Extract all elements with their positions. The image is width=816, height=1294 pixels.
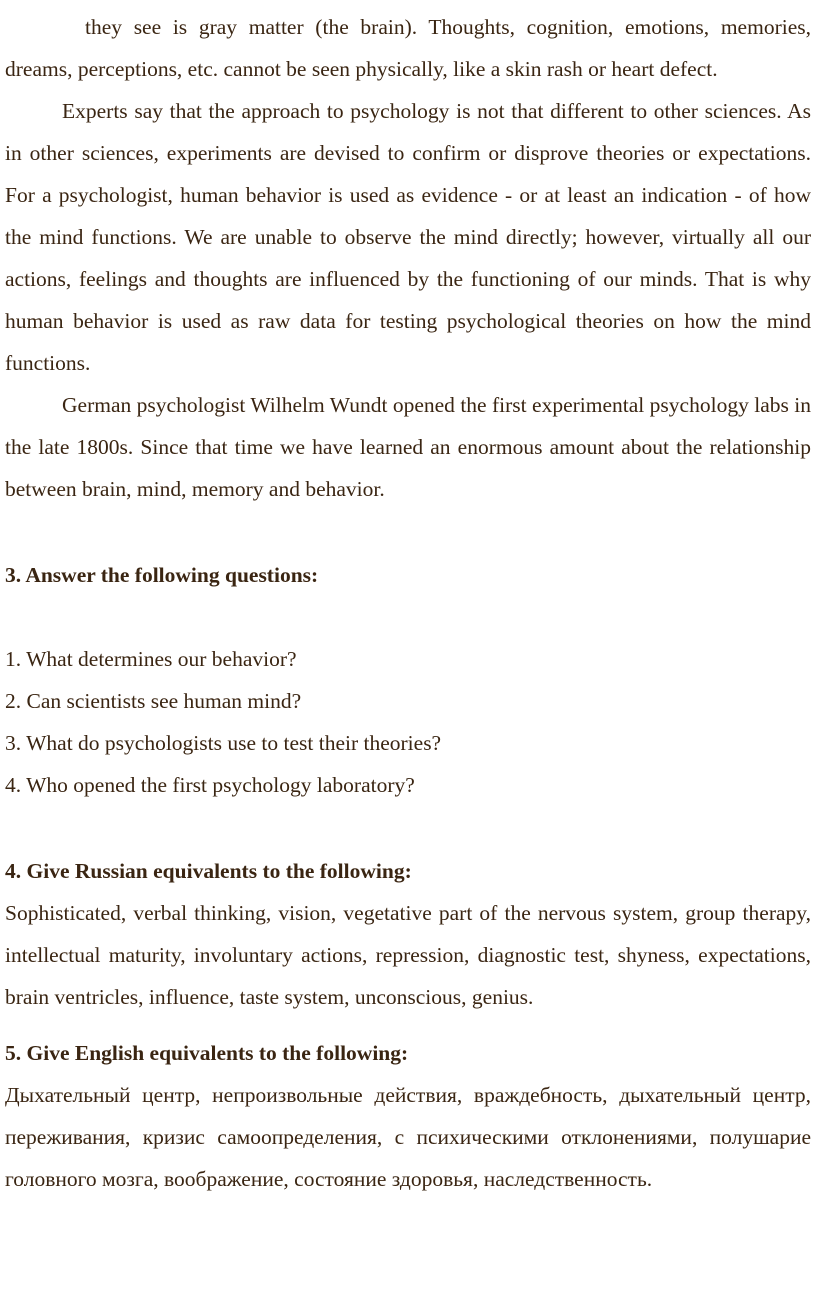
question-item-3: 3. What do psychologists use to test their theories? [5, 731, 442, 755]
question-item-4: 4. Who opened the first psychology laboratory? [5, 773, 415, 797]
question-item-1: 1. What determines our behavior? [5, 647, 297, 671]
question-item-2: 2. Can scientists see human mind? [5, 689, 302, 713]
paragraph-experts: Experts say that the approach to psychology is not that different to other sciences. As in other sciences, experiments are devised to confirm or disprove theories or expectations. For a psychologist, human behavior is used as evidence - or at least an indication - of how the mind functions. We are unable to observe the mind directly; however, virtually all our actions, feelings and thoughts are influenced by the functioning of our minds. That is why human behavior is used as raw data for testing psychological theories on how the mind functions. [5, 99, 811, 375]
questions-list [5, 638, 811, 806]
section-5-body: Дыхательный центр, непроизвольные действия, враждебность, дыхательный центр, переживания, кризис самоопределения, с психическими отклонениями, полушарие головного мозга, воображение, состояние здоровья, наследственность. [5, 1083, 811, 1191]
paragraph-gray-matter: they see is gray matter (the brain). Thoughts, cognition, emotions, memories, dreams, perceptions, etc. cannot be seen physically, like a skin rash or heart defect. [5, 15, 811, 81]
section-3-heading: 3. Answer the following questions: [5, 563, 319, 587]
paragraph-wundt: German psychologist Wilhelm Wundt opened the first experimental psychology labs in the late 1800s. Since that time we have learned an enormous amount about the relationship between brain, mind, memory and behavior. [5, 393, 811, 501]
section-4-body: Sophisticated, verbal thinking, vision, vegetative part of the nervous system, group therapy, intellectual maturity, involuntary actions, repression, diagnostic test, shyness, expectations, brain ventricles, influence, taste system, unconscious, genius. [5, 901, 811, 1009]
section-4-heading: 4. Give Russian equivalents to the following: [5, 859, 412, 883]
section-5-heading: 5. Give English equivalents to the following: [5, 1041, 409, 1065]
